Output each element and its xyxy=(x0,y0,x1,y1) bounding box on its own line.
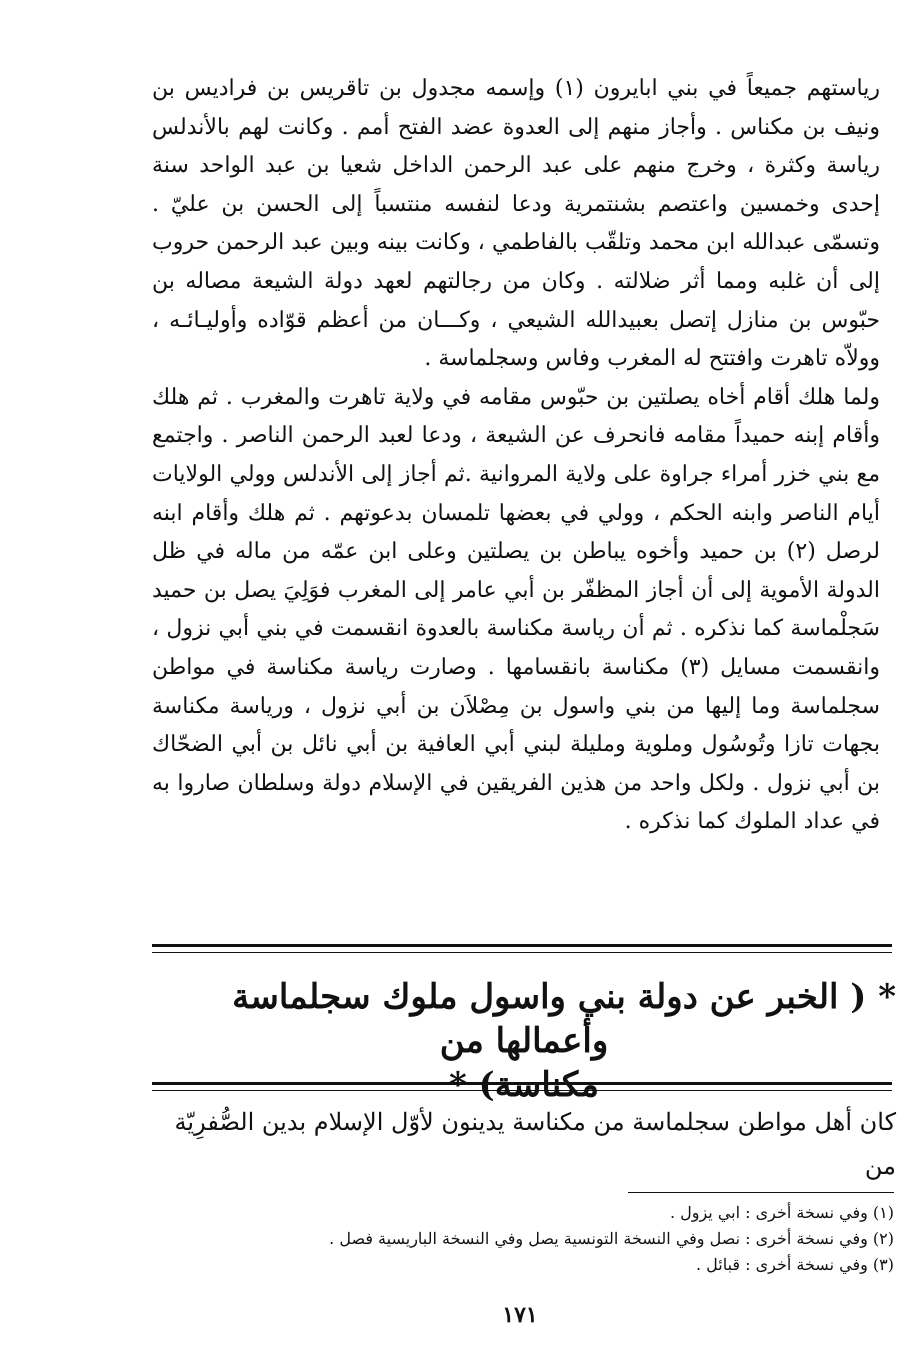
intro-text: كان أهل مواطن سجلماسة من مكناسة يدينون لأوّل الإسلام بدين الصُّفرِيّة من xyxy=(174,1108,896,1180)
footnote-rule xyxy=(628,1192,894,1193)
section-heading-line-1: * ( الخبر عن دولة بني واسول ملوك سجلماسة وأعمالها من xyxy=(232,977,896,1061)
section-heading-line-2: مكناسة) * xyxy=(448,1065,600,1105)
body-text xyxy=(152,70,880,842)
footnote-3: (٣) وفي نسخة أخرى : قبائل . xyxy=(695,1255,894,1274)
page-number: ١٧١ xyxy=(502,1302,538,1328)
paragraph-2: ولما هلك أقام أخاه يصلتين بن حبّوس مقامه في ولاية تاهرت والمغرب . ثم هلك وأقام إبنه حميداً مقامه فانحرف عن الشيعة ، ودعا لعبد الرحمن الناصر . واجتمع مع بني خزر أمراء جراوة على ولاية المروانية .ثم أجاز إلى الأندلس وولي الولايات أيام الناصر وابنه الحكم ، وولي في بعضها تلمسان بدعوتهم . ثم هلك وأقام ابنه لرصل (٢) بن حميد وأخوه يباطن بن يصلتين وعلى ابن عمّه من ماله في ظل الدولة الأموية إلى أن أجاز المظفّر بن أبي عامر إلى المغرب فوَلِيَ يصل بن حميد سَجلْماسة كما نذكره . ثم أن رياسة مكناسة بالعدوة انقسمت في بني أبي نزول ، وانقسمت مسايل (٣) مكناسة بانقسامها . وصارت رياسة مكناسة في مواطن سجلماسة وما إليها من بني واسول بن مِصْلاَن بن أبي نزول ، ورياسة مكناسة بجهات تازا وتُوسُول وملوية ومليلة لبني أبي العافية بن أبي نائل بن أبي الضحّاك بن أبي نزول . ولكل واحد من هذين الفريقين في الإسلام دولة وسلطان صاروا به في عداد الملوك كما نذكره . xyxy=(152,384,881,835)
paragraph-1: رياستهم جميعاً في بني ابايرون (١) وإسمه مجدول بن تاقريس بن فراديس بن ونيف بن مكناس . وأجاز منهم إلى العدوة عضد الفتح أمم . وكانت لهم بالأندلس رياسة وكثرة ، وخرج منهم على عبد الرحمن الداخل شعيا بن عبد الواحد سنة إحدى وخمسين واعتصم بشنتمرية ودعا لنفسه منتسباً إلى الحسن بن عليّ . وتسمّى عبدالله ابن محمد وتلقّب بالفاطمي ، وكانت بينه وبين عبد الرحمن حروب إلى أن غلبه ومما أثر ضلالته . وكان من رجالتهم لعهد دولة الشيعة مصاله بن حبّوس بن منازل إتصل بعبيدالله الشيعي ، وكـــان من أعظم قوّاده وأوليـائـه ، وولاّه تاهرت وافتتح له المغرب وفاس وسجلماسة . xyxy=(152,76,881,372)
section-rule-bottom xyxy=(152,1082,892,1091)
footnote-2: (٢) وفي نسخة أخرى : نصل وفي النسخة التونسية يصل وفي النسخة الباريسية فصل . xyxy=(329,1229,894,1248)
footnote-1: (١) وفي نسخة أخرى : ابي يزول . xyxy=(669,1203,894,1222)
footnotes xyxy=(280,1200,894,1278)
section-rule-top xyxy=(152,944,892,953)
